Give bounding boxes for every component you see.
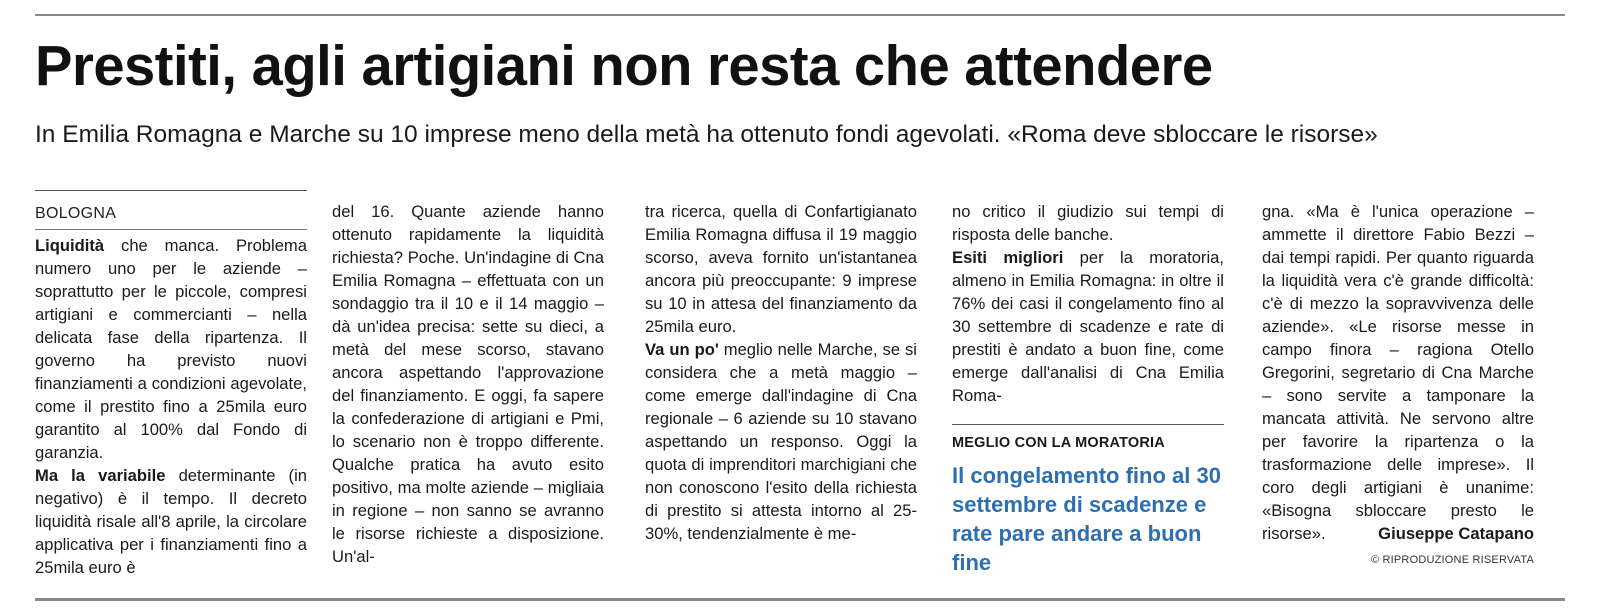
column-5	[1262, 200, 1534, 545]
paragraph	[35, 234, 307, 464]
body-text: per la moratoria, almeno in Emilia Romagna: in oltre il 76% dei casi il congelamento fino al 30 settembre di scadenze e rate di prestiti è andato a buon fine, come emerge dall'analisi di Cna Emilia Roma-	[952, 248, 1224, 405]
lead-in: Va un po'	[645, 340, 719, 359]
paragraph	[952, 246, 1224, 407]
body-text: tra ricerca, quella di Confartigianato Emilia Romagna diffusa il 19 maggio scorso, aveva fornito un'istantanea ancora più preoccupante: 9 imprese su 10 in attesa del finanziamento da 25mila euro.	[645, 202, 917, 336]
paragraph	[645, 338, 917, 545]
body-text: meglio nelle Marche, se si considera che a metà maggio – come emerge dall'indagine di Cna regionale – 6 aziende su 10 stavano aspettando un responso. Oggi la quota di imprenditori marchigiani che non conoscono l'esito della richiesta di prestito si attesta intorno al 25-30%, tendenzialmente è me-	[645, 340, 917, 543]
body-text: no critico il giudizio sui tempi di risposta delle banche.	[952, 202, 1224, 244]
top-rule	[35, 14, 1565, 16]
box-title: Il congelamento fino al 30 settembre di scadenze e rate pare andare a buon fine	[952, 463, 1221, 575]
body-text: determinante (in negativo) è il tempo. Il decreto liquidità risale all'8 aprile, la circolare applicativa per i finanziamenti fino a 25mila euro è	[35, 466, 307, 577]
copyright-notice: © RIPRODUZIONE RISERVATA	[1370, 554, 1534, 566]
paragraph	[35, 464, 307, 579]
headline: Prestiti, agli artigiani non resta che attendere	[35, 34, 1213, 98]
bottom-rule	[35, 598, 1565, 601]
lead-in: Liquidità	[35, 236, 105, 255]
author-byline: Giuseppe Catapano	[1378, 524, 1534, 543]
lead-in: Esiti migliori	[952, 248, 1064, 267]
column-1	[35, 190, 307, 579]
body-text: del 16. Quante aziende hanno ottenuto rapidamente la liquidità richiesta? Poche. Un'indagine di Cna Emilia Romagna – effettuata con un sondaggio tra il 10 e il 14 maggio – dà un'idea precisa: sette su dieci, a metà del mese scorso, stavano ancora aspettando l'approvazione del finanziamento. E oggi, fa sapere la confederazione di artigiani e Pmi, lo scenario non è troppo differente. Qualche pratica ha avuto esito positivo, ma molte aziende – migliaia in regione – non sanno se avranno le risorse richieste a disposizione. Un'al-	[332, 202, 604, 566]
body-text: che manca. Problema numero uno per le aziende – soprattutto per le piccole, compresi artigiani e commercianti – nella delicata fase della ripartenza. Il governo ha previsto nuovi finanziamenti a condizioni agevolate, come il prestito fino a 25mila euro garantito al 100% dal Fondo di garanzia.	[35, 236, 307, 462]
body-text: gna. «Ma è l'unica operazione – ammette il direttore Fabio Bezzi – dai tempi rapidi. Per quanto riguarda la liquidità vera c'è grande difficoltà: c'è di mezzo la sopravvivenza delle aziende». «Le risorse messe in campo finora – ragiona Otello Gregorini, segretario di Cna Marche – sono servite a tamponare la mancata attività. Ne servono altre per favorire la ripartenza o la trasformazione delle imprese». Il coro degli artigiani è unanime: «Bisogna sbloccare presto le risorse».	[1262, 202, 1534, 543]
column-2	[332, 200, 604, 568]
sidebar-box	[952, 424, 1224, 577]
column-3	[645, 200, 917, 545]
subheadline: In Emilia Romagna e Marche su 10 imprese meno della metà ha ottenuto fondi agevolati. «Roma deve sbloccare le risorse»	[35, 121, 1378, 148]
box-kicker: MEGLIO CON LA MORATORIA	[952, 435, 1165, 451]
dateline: BOLOGNA	[35, 203, 307, 230]
lead-in: Ma la variabile	[35, 466, 166, 485]
column-4	[952, 200, 1224, 407]
